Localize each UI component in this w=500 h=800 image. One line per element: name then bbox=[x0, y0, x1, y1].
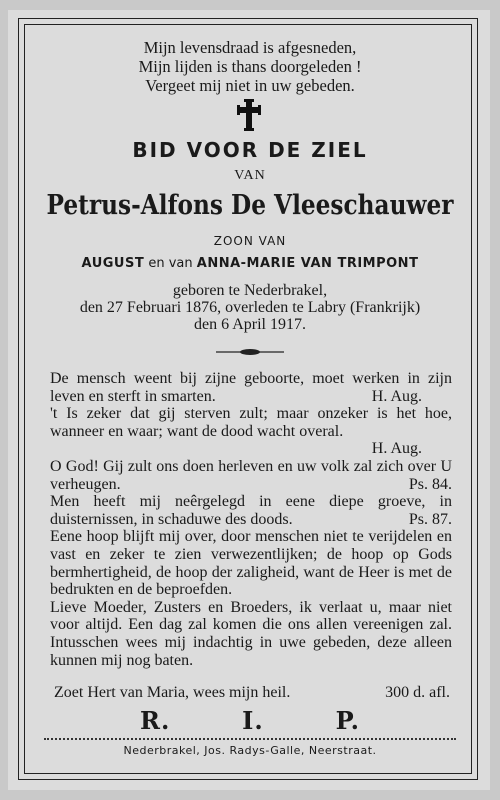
quote-text: O God! Gij zult ons doen herleven en uw volk zal zich over U verheugen. bbox=[50, 457, 452, 493]
quote-2 bbox=[50, 405, 452, 458]
quote-1 bbox=[50, 370, 452, 405]
and-of-label: en van bbox=[144, 256, 197, 271]
death-date-line: den 6 April 1917. bbox=[194, 316, 306, 333]
printer-credit: Nederbrakel, Jos. Radys-Galle, Neerstraat. bbox=[123, 744, 377, 757]
quote-text: Lieve Moeder, Zusters en Broeders, ik verlaat u, maar niet voor altijd. Een dag zal komen die ons allen vereenigen zal. Intusschen wees mij indachtig in uwe gebeden, deze alleen kunnen mij nog baten. bbox=[50, 598, 452, 669]
son-of-label: ZOON VAN bbox=[213, 234, 287, 248]
indulgence-text: 300 d. afl. bbox=[385, 684, 450, 701]
rip-i: I. bbox=[242, 706, 264, 735]
rip-letters bbox=[140, 706, 360, 735]
quote-text: 't Is zeker dat gij sterven zult; maar onzeker is het hoe, wanneer en waar; want de dood wacht overal. bbox=[50, 405, 452, 440]
opening-verse bbox=[0, 38, 500, 95]
birth-line: geboren te Nederbrakel, bbox=[172, 282, 328, 299]
deceased-name: Petrus-Alfons De Vleeschauwer bbox=[46, 190, 454, 221]
dotted-divider bbox=[44, 738, 456, 740]
divider-ornament bbox=[216, 346, 284, 358]
cross-icon bbox=[236, 98, 262, 132]
quote-ref: H. Aug. bbox=[371, 387, 422, 405]
rip-p: P. bbox=[335, 706, 360, 735]
verse-line: Mijn levensdraad is afgesneden, bbox=[143, 38, 357, 57]
quote-text: De mensch weent bij zijne geboorte, moet werken in zijn leven en sterft in smarten. bbox=[50, 370, 452, 405]
quote-3 bbox=[50, 458, 452, 493]
quote-text: Men heeft mij neêrgelegd in eene diepe groeve, in duisternissen, in schaduwe des doods. bbox=[50, 493, 452, 528]
quote-ref: Ps. 84. bbox=[408, 475, 452, 493]
father-name: AUGUST bbox=[81, 256, 145, 271]
closing-prayer bbox=[54, 684, 450, 702]
death-line: den 27 Februari 1876, overleden te Labry (Frankrijk) bbox=[79, 299, 421, 316]
parents-line bbox=[0, 256, 500, 271]
page-title: BID VOOR DE ZIEL bbox=[132, 138, 368, 162]
quote-4 bbox=[50, 493, 452, 528]
mother-name: ANNA-MARIE VAN TRIMPONT bbox=[196, 256, 419, 271]
van-label: VAN bbox=[234, 168, 266, 183]
prayer-text: Zoet Hert van Maria, wees mijn heil. bbox=[54, 684, 291, 701]
quote-5 bbox=[50, 528, 452, 598]
birth-death-info bbox=[0, 282, 500, 333]
rip-r: R. bbox=[140, 706, 171, 735]
quote-6 bbox=[50, 599, 452, 669]
verse-line: Mijn lijden is thans doorgeleden ! bbox=[138, 57, 362, 76]
quote-ref: Ps. 87. bbox=[408, 510, 452, 528]
quote-ref: H. Aug. bbox=[371, 440, 422, 458]
quote-text: Eene hoop blijft mij over, door menschen niet te verijdelen en vast en zeker te zien verwezentlijken; de hoop op Gods bermhertigheid, de hoop der zaligheid, want de Heer is met de bedrukten en de beproefden. bbox=[50, 528, 452, 599]
scripture-quotes bbox=[50, 370, 452, 669]
verse-line: Vergeet mij niet in uw gebeden. bbox=[145, 76, 355, 95]
